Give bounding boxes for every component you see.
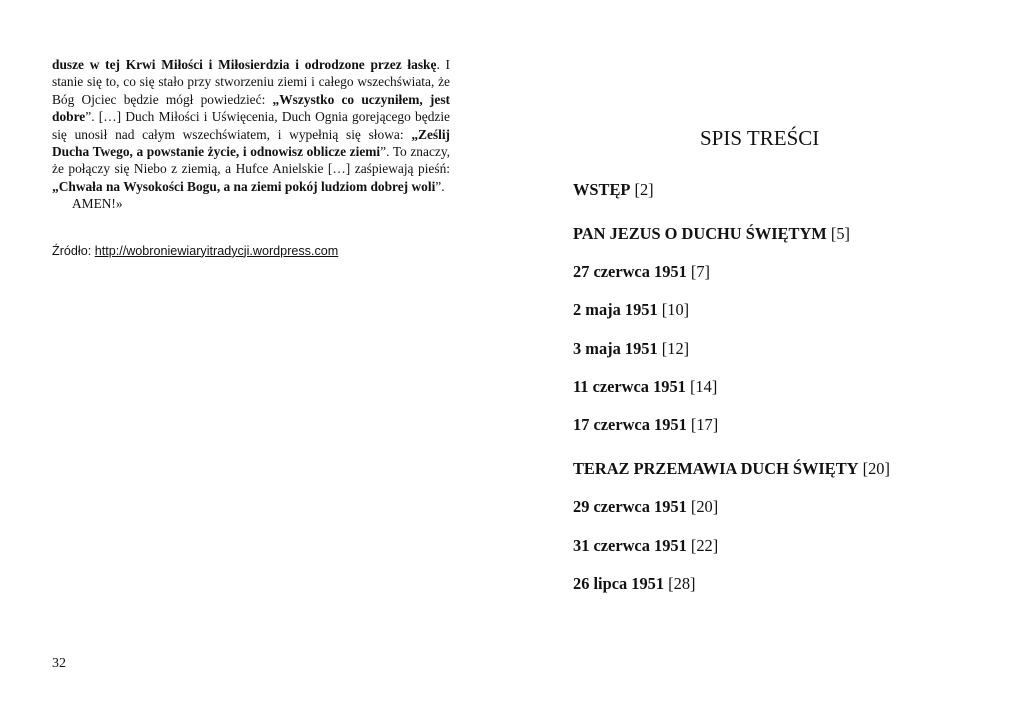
toc-item xyxy=(573,377,717,397)
source-line xyxy=(52,243,450,259)
toc-item-title: 26 lipca 1951 xyxy=(573,574,665,593)
toc-item xyxy=(573,536,718,556)
toc-item xyxy=(573,339,689,359)
toc-item-title: TERAZ PRZEMAWIA DUCH ŚWIĘTY xyxy=(573,459,859,478)
toc-item-title: 2 maja 1951 xyxy=(573,300,658,319)
text-segment: dusze w tej Krwi Miłości i Miłosierdzia i odrodzone przez łaskę xyxy=(52,57,437,72)
text-segment: ”. xyxy=(435,178,445,194)
toc-item-title: 31 czerwca 1951 xyxy=(573,536,687,555)
text-segment: ”. To znaczy, że połączy się Niebo z ziemią, a Hufce Anielskie […] zaśpiewają pieśń: xyxy=(52,144,451,177)
quote-paragraph xyxy=(52,56,450,195)
text-segment: „Ześlij Ducha Twego, a powstanie życie, i odnowisz oblicze ziemi xyxy=(52,126,450,160)
source-label: Źródło: xyxy=(52,243,95,258)
page-number: 32 xyxy=(52,656,66,671)
toc-item xyxy=(573,224,850,244)
toc-item xyxy=(573,574,695,594)
toc-item-page: [20] xyxy=(686,497,719,516)
toc-item-page: [28] xyxy=(664,574,696,593)
toc-item-title: 11 czerwca 1951 xyxy=(573,377,686,396)
toc-item-title: 29 czerwca 1951 xyxy=(573,497,687,516)
toc-item-page: [22] xyxy=(686,536,719,555)
text-segment: „Chwała na Wysokości Bogu, a na ziemi pokój ludziom dobrej woli xyxy=(52,178,436,194)
amen-line: AMEN!» xyxy=(72,196,123,212)
toc-item-title: 17 czerwca 1951 xyxy=(573,415,687,434)
toc-item xyxy=(573,300,689,320)
left-page xyxy=(52,56,450,259)
text-segment: „Wszystko co uczyniłem, jest dobre xyxy=(52,91,450,125)
toc-item-page: [7] xyxy=(686,262,710,281)
toc-item-page: [5] xyxy=(826,224,850,243)
toc-item-title: 27 czerwca 1951 xyxy=(573,262,687,281)
toc-title: SPIS TREŚCI xyxy=(700,126,820,150)
toc-item-page: [2] xyxy=(630,180,654,199)
toc-item-page: [10] xyxy=(657,300,690,319)
toc-item-page: [17] xyxy=(686,415,719,434)
toc-item xyxy=(573,459,890,479)
toc-item xyxy=(573,262,710,282)
toc-item xyxy=(573,497,718,517)
toc-item xyxy=(573,180,654,200)
text-segment: . I stanie się to, co się stało przy stworzeniu ziemi i całego wszechświata, że Bóg Ojciec będzie mógł powiedzieć: xyxy=(52,57,451,107)
text-segment: ”. […] Duch Miłości i Uświęcenia, Duch Ognia gorejącego będzie się unosił nad całym wszechświatem, i wypełnią się słowa: xyxy=(52,109,450,142)
toc-item-page: [20] xyxy=(858,459,890,478)
toc-item-title: WSTĘP xyxy=(573,180,631,199)
toc-item-page: [14] xyxy=(685,377,718,396)
toc-item-title: 3 maja 1951 xyxy=(573,339,658,358)
toc-item-title: PAN JEZUS O DUCHU ŚWIĘTYM xyxy=(573,224,827,243)
toc-item xyxy=(573,415,718,435)
toc-item-page: [12] xyxy=(657,339,690,358)
source-link[interactable]: http://wobroniewiaryitradycji.wordpress.com xyxy=(94,243,339,258)
